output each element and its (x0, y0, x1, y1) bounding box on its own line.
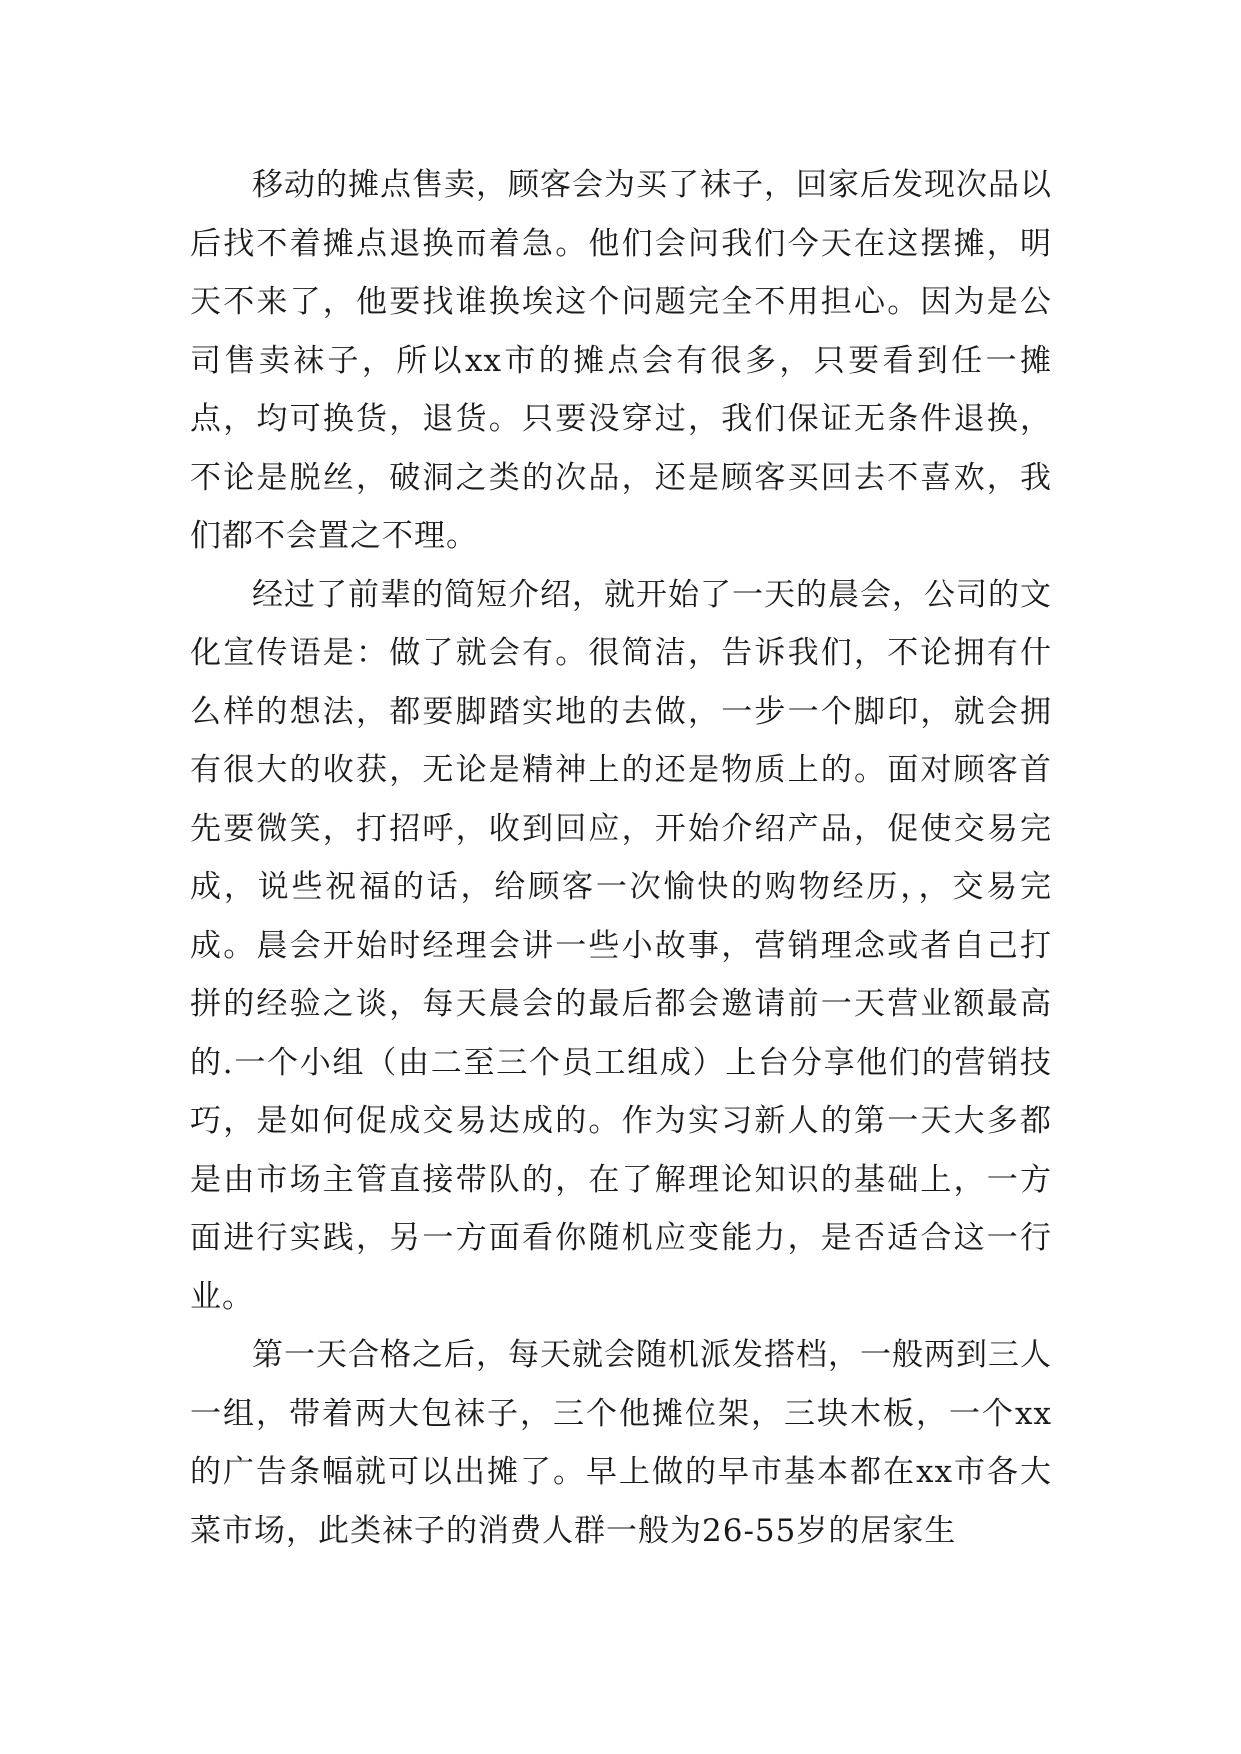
paragraph-stall-returns: 移动的摊点售卖，顾客会为买了袜子，回家后发现次品以后找不着摊点退换而着急。他们会问我们今天在这摆摊，明天不来了，他要找谁换埃这个问题完全不用担心。因为是公司售卖袜子，所以xx市的摊点会有很多，只要看到任一摊点，均可换货，退货。只要没穿过，我们保证无条件退换，不论是脱丝，破洞之类的次品，还是顾客买回去不喜欢，我们都不会置之不理。 (190, 167, 1052, 554)
paragraph-morning-meeting: 经过了前辈的简短介绍，就开始了一天的晨会，公司的文化宣传语是：做了就会有。很简洁，告诉我们，不论拥有什么样的想法，都要脚踏实地的去做，一步一个脚印，就会拥有很大的收获，无论是精神上的还是物质上的。面对顾客首先要微笑，打招呼，收到回应，开始介绍产品，促使交易完成，说些祝福的话，给顾客一次愉快的购物经历，，交易完成。晨会开始时经理会讲一些小故事，营销理念或者自己打拼的经验之谈，每天晨会的最后都会邀请前一天营业额最高的.一个小组（由二至三个员工组成）上台分享他们的营销技巧，是如何促成交易达成的。作为实习新人的第一天大多都是由市场主管直接带队的，在了解理论知识的基础上，一方面进行实践，另一方面看你随机应变能力，是否适合这一行业。 (190, 576, 1052, 1315)
body-text (190, 156, 1052, 1560)
paragraph-first-day: 第一天合格之后，每天就会随机派发搭档，一般两到三人一组，带着两大包袜子，三个他摊位架，三块木板，一个xx的广告条幅就可以出摊了。早上做的早市基本都在xx市各大菜市场，此类袜子的消费人群一般为26-55岁的居家生 (190, 1337, 1052, 1549)
